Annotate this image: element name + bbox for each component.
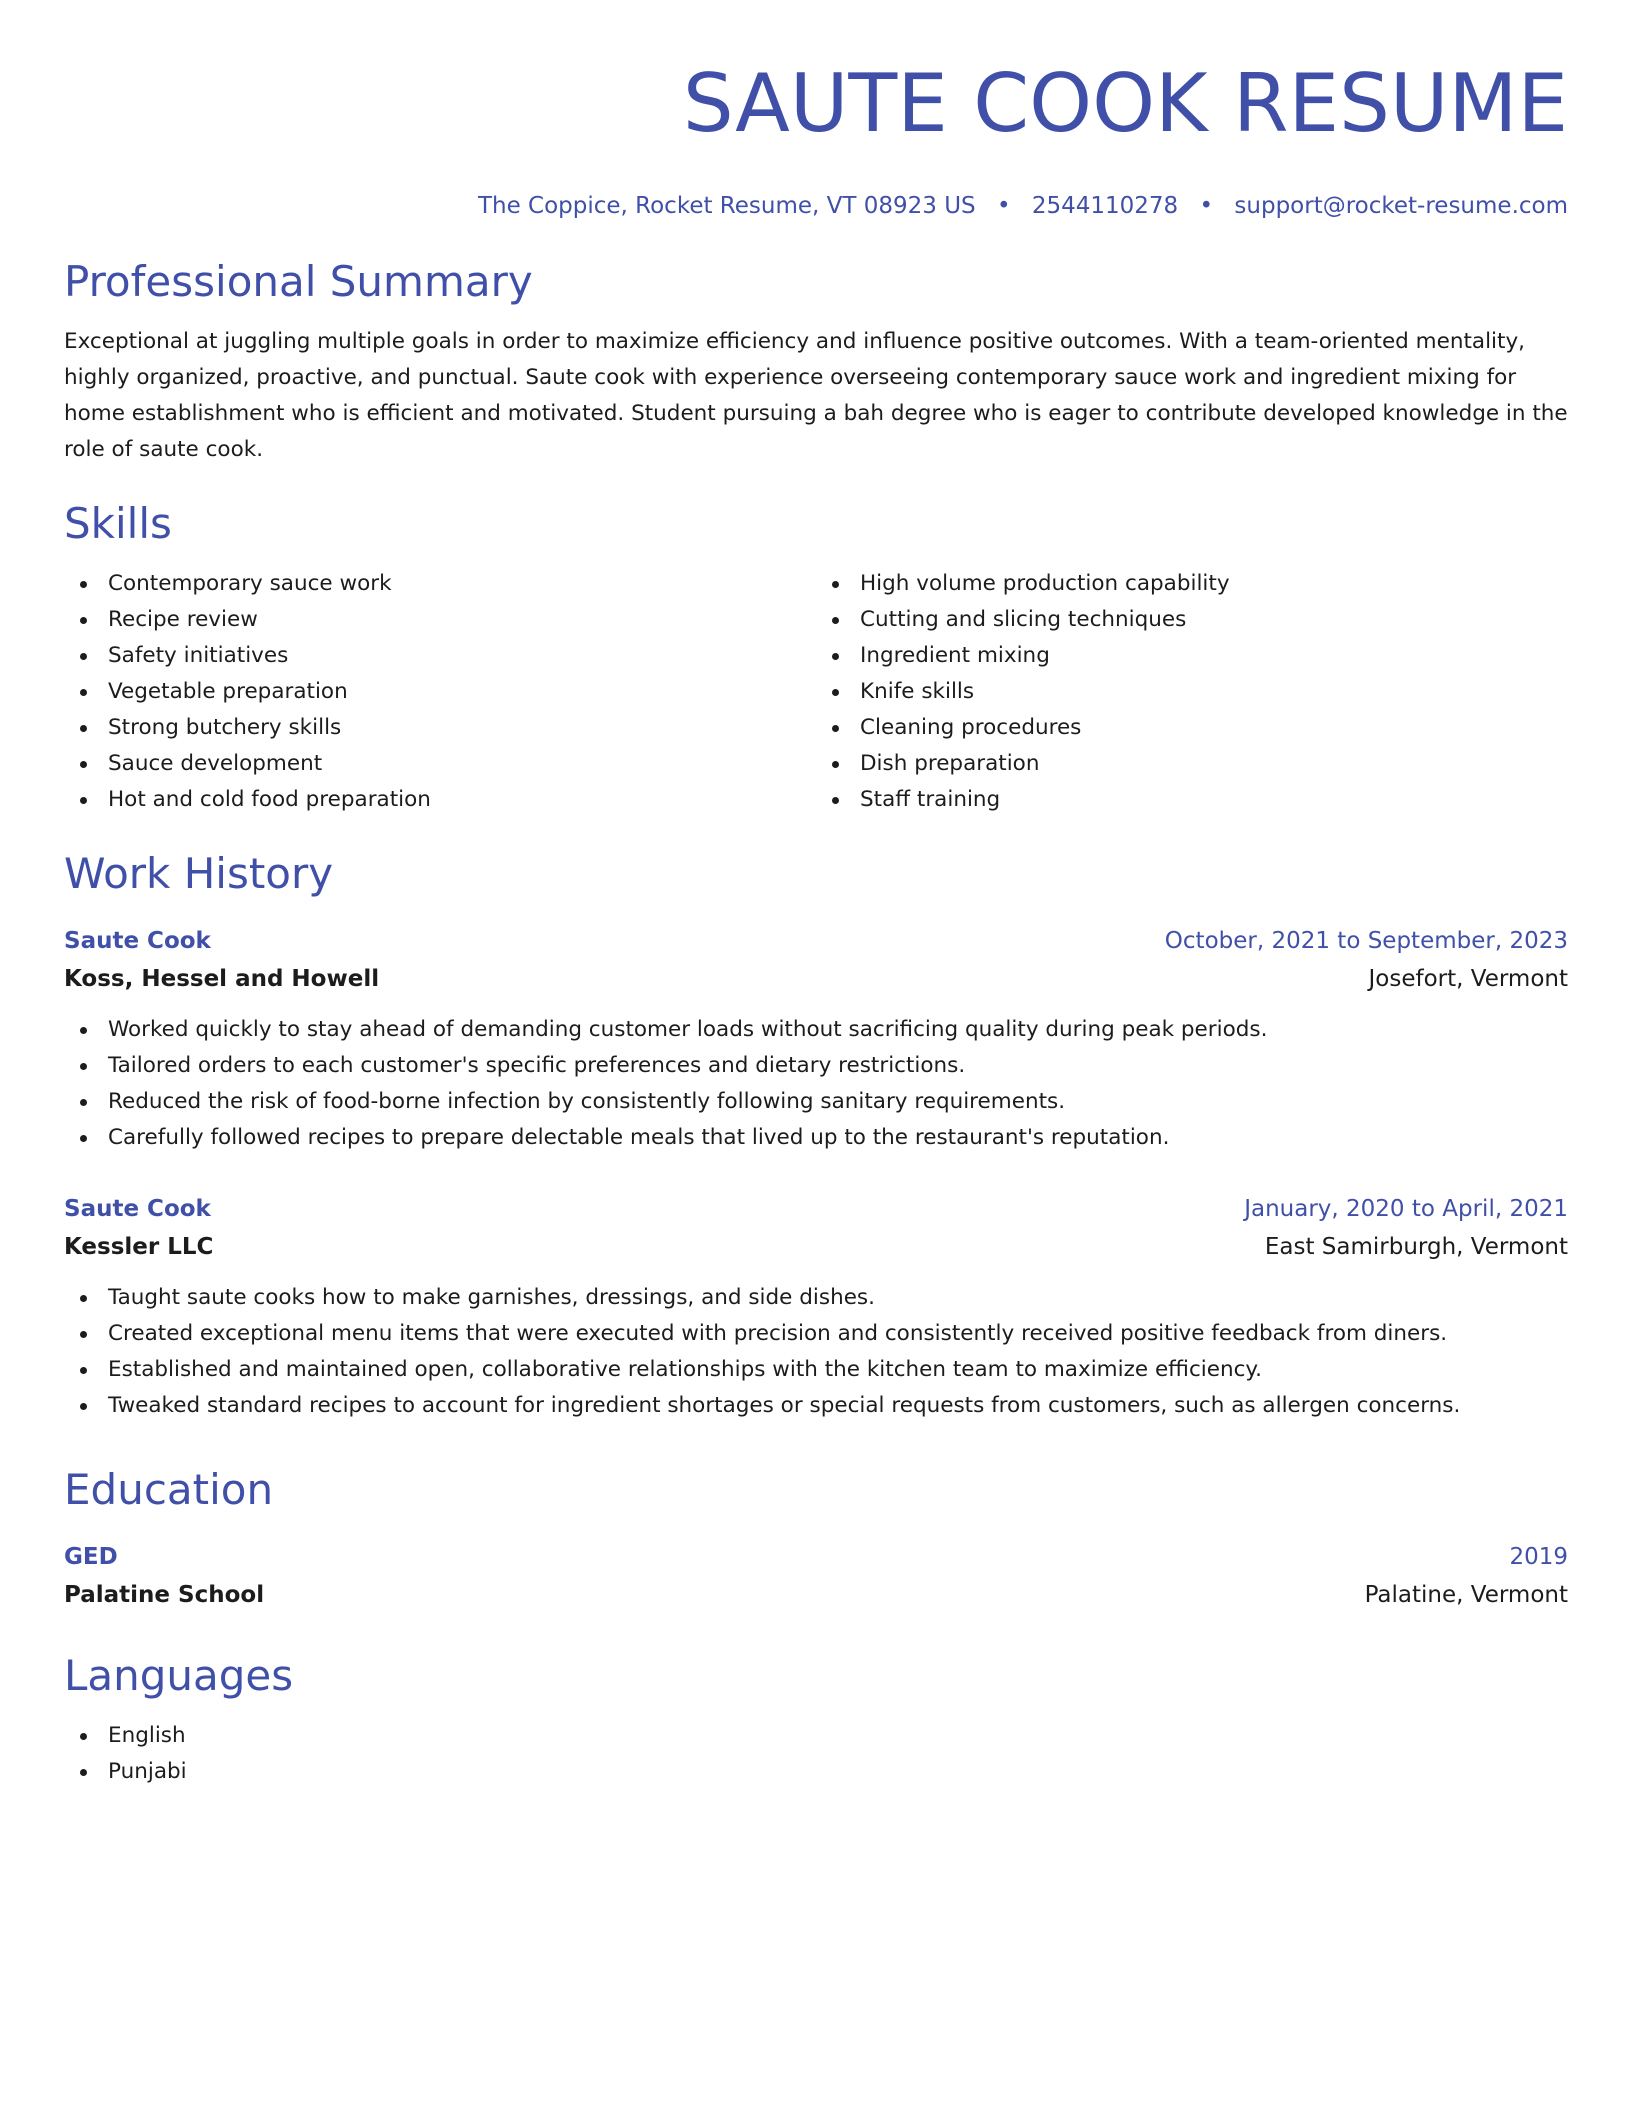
skill-label: Hot and cold food preparation <box>108 787 431 812</box>
contact-separator: • <box>996 193 1011 219</box>
education-entry <box>64 1538 1568 1614</box>
language-label: Punjabi <box>108 1759 187 1784</box>
skill-item <box>816 638 1568 674</box>
skill-label: Dish preparation <box>860 751 1040 776</box>
education-degree: GED <box>64 1544 118 1570</box>
skill-item <box>64 638 816 674</box>
job-title: Saute Cook <box>64 928 211 954</box>
skill-item <box>816 602 1568 638</box>
job-duty <box>64 1388 1568 1424</box>
education-degree-row <box>64 1538 1568 1576</box>
languages-section <box>64 1648 1568 1790</box>
education-heading: Education <box>64 1465 274 1514</box>
bullet-icon <box>832 689 839 696</box>
summary-section <box>64 254 1568 468</box>
resume-title: SAUTE COOK RESUME <box>682 57 1568 150</box>
bullet-icon <box>80 725 87 732</box>
job-entry <box>64 922 1568 1156</box>
job-employer: Koss, Hessel and Howell <box>64 966 380 992</box>
job-entry <box>64 1190 1568 1424</box>
skill-label: Cleaning procedures <box>860 715 1082 740</box>
job-duty <box>64 1084 1568 1120</box>
bullet-icon <box>80 1367 87 1374</box>
job-dates: October, 2021 to September, 2023 <box>1164 928 1568 954</box>
skill-item <box>816 746 1568 782</box>
resume-header <box>64 48 1568 222</box>
bullet-icon <box>80 1027 87 1034</box>
bullet-icon <box>80 1135 87 1142</box>
skill-item <box>816 782 1568 818</box>
languages-heading: Languages <box>64 1651 294 1700</box>
bullet-icon <box>80 1099 87 1106</box>
contact-email: support@rocket-resume.com <box>1234 193 1568 219</box>
languages-list <box>64 1718 1568 1790</box>
bullet-icon <box>80 617 87 624</box>
bullet-icon <box>80 1331 87 1338</box>
job-title: Saute Cook <box>64 1196 211 1222</box>
skills-grid <box>64 566 1568 818</box>
bullet-icon <box>80 1733 87 1740</box>
job-duty <box>64 1048 1568 1084</box>
bullet-icon <box>80 653 87 660</box>
education-school-row <box>64 1576 1568 1614</box>
skill-label: High volume production capability <box>860 571 1230 596</box>
job-duty-text: Tweaked standard recipes to account for ingredient shortages or special requests from customers, such as allergen concerns. <box>108 1393 1461 1418</box>
job-duty-text: Reduced the risk of food-borne infection by consistently following sanitary requirements. <box>108 1089 1066 1114</box>
language-item <box>64 1718 1568 1754</box>
skill-label: Safety initiatives <box>108 643 289 668</box>
job-employer-row <box>64 960 1568 998</box>
skill-label: Cutting and slicing techniques <box>860 607 1187 632</box>
skill-label: Staff training <box>860 787 1001 812</box>
summary-text: Exceptional at juggling multiple goals in order to maximize efficiency and influence positive outcomes. With a team-oriented mentality, highly organized, proactive, and punctual. Saute cook with experience overseeing contemporary sauce work and ingredient mixing for home establishment who is efficient and motivated. Student pursuing a bah degree who is eager to contribute developed knowledge in the role of saute cook. <box>64 329 1568 462</box>
skill-label: Sauce development <box>108 751 323 776</box>
job-duty-text: Established and maintained open, collaborative relationships with the kitchen team to maximize efficiency. <box>108 1357 1262 1382</box>
skill-label: Contemporary sauce work <box>108 571 392 596</box>
bullet-icon <box>80 797 87 804</box>
summary-heading: Professional Summary <box>64 257 533 306</box>
bullet-icon <box>832 797 839 804</box>
job-employer: Kessler LLC <box>64 1234 214 1260</box>
job-duty <box>64 1316 1568 1352</box>
job-dates: January, 2020 to April, 2021 <box>1244 1196 1568 1222</box>
skill-item <box>816 710 1568 746</box>
bullet-icon <box>832 761 839 768</box>
skills-list-right <box>816 566 1568 818</box>
job-duties-list <box>64 1012 1568 1156</box>
job-duty-text: Worked quickly to stay ahead of demanding customer loads without sacrificing quality during peak periods. <box>108 1017 1268 1042</box>
job-title-row <box>64 1190 1568 1228</box>
work-history-section <box>64 846 1568 1424</box>
bullet-icon <box>80 761 87 768</box>
contact-separator: • <box>1199 193 1214 219</box>
bullet-icon <box>832 617 839 624</box>
skill-label: Ingredient mixing <box>860 643 1050 668</box>
job-duties-list <box>64 1280 1568 1424</box>
job-duty <box>64 1280 1568 1316</box>
job-location: Josefort, Vermont <box>1368 966 1568 992</box>
skill-item <box>816 674 1568 710</box>
skill-item <box>64 782 816 818</box>
language-item <box>64 1754 1568 1790</box>
bullet-icon <box>80 1403 87 1410</box>
skill-label: Strong butchery skills <box>108 715 342 740</box>
skill-label: Vegetable preparation <box>108 679 348 704</box>
skill-item <box>64 566 816 602</box>
skill-item <box>64 710 816 746</box>
job-duty-text: Taught saute cooks how to make garnishes, dressings, and side dishes. <box>108 1285 875 1310</box>
skill-item <box>64 746 816 782</box>
job-duty <box>64 1012 1568 1048</box>
bullet-icon <box>80 1063 87 1070</box>
job-duty <box>64 1120 1568 1156</box>
job-title-row <box>64 922 1568 960</box>
skill-label: Knife skills <box>860 679 975 704</box>
education-section <box>64 1462 1568 1614</box>
job-employer-row <box>64 1228 1568 1266</box>
education-year: 2019 <box>1509 1544 1568 1570</box>
skill-item <box>64 674 816 710</box>
contact-address: The Coppice, Rocket Resume, VT 08923 US <box>477 193 976 219</box>
bullet-icon <box>832 725 839 732</box>
skill-label: Recipe review <box>108 607 258 632</box>
bullet-icon <box>80 581 87 588</box>
contact-phone: 2544110278 <box>1031 193 1179 219</box>
skill-item <box>816 566 1568 602</box>
bullet-icon <box>832 581 839 588</box>
language-label: English <box>108 1723 186 1748</box>
skills-heading: Skills <box>64 499 172 548</box>
contact-line <box>64 190 1568 222</box>
job-location: East Samirburgh, Vermont <box>1264 1234 1568 1260</box>
education-school: Palatine School <box>64 1582 265 1608</box>
bullet-icon <box>80 1769 87 1776</box>
job-duty <box>64 1352 1568 1388</box>
education-location: Palatine, Vermont <box>1364 1582 1568 1608</box>
bullet-icon <box>80 689 87 696</box>
skills-list-left <box>64 566 816 818</box>
bullet-icon <box>80 1295 87 1302</box>
bullet-icon <box>832 653 839 660</box>
work-history-heading: Work History <box>64 849 334 898</box>
skills-section <box>64 496 1568 818</box>
job-duty-text: Tailored orders to each customer's specific preferences and dietary restrictions. <box>108 1053 966 1078</box>
job-duty-text: Carefully followed recipes to prepare delectable meals that lived up to the restaurant's reputation. <box>108 1125 1170 1150</box>
job-duty-text: Created exceptional menu items that were executed with precision and consistently received positive feedback from diners. <box>108 1321 1448 1346</box>
skill-item <box>64 602 816 638</box>
